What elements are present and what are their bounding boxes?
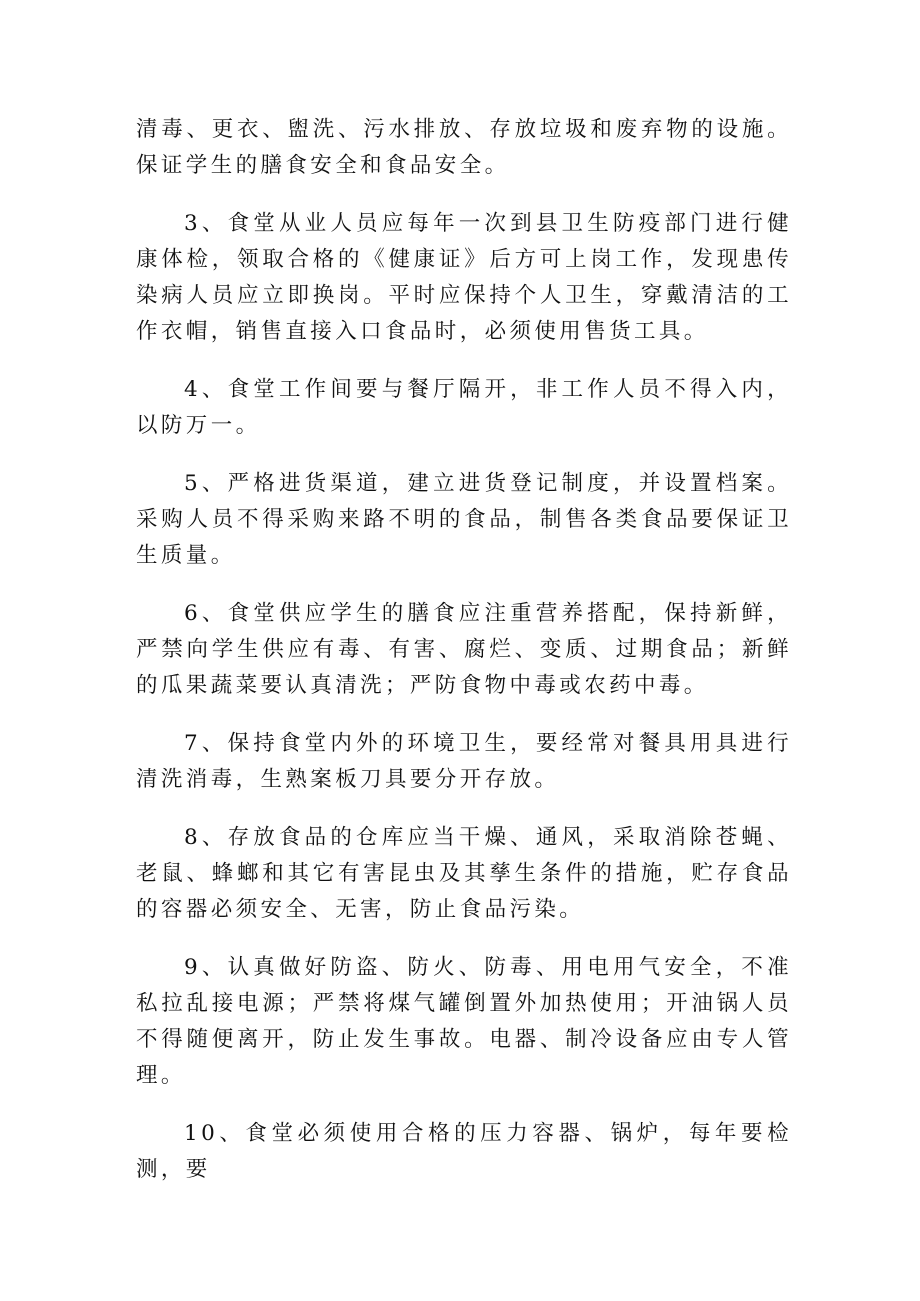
paragraph-item-7: 7、保持食堂内外的环境卫生，要经常对餐具用具进行清洗消毒，生熟案板刀具要分开存放。 — [136, 731, 792, 792]
paragraph-item-5: 5、严格进货渠道，建立进货登记制度，并设置档案。采购人员不得采购来路不明的食品，制售各类食品要保证卫生质量。 — [136, 471, 792, 568]
paragraph-item-6: 6、食堂供应学生的膳食应注重营养搭配，保持新鲜，严禁向学生供应有毒、有害、腐烂、变质、过期食品；新鲜的瓜果蔬菜要认真清洗；严防食物中毒或农药中毒。 — [136, 601, 792, 698]
paragraph-item-9: 9、认真做好防盗、防火、防毒、用电用气安全，不准私拉乱接电源；严禁将煤气罐倒置外加热使用；开油锅人员不得随便离开，防止发生事故。电器、制冷设备应由专人管理。 — [136, 955, 792, 1088]
paragraph-item-3: 3、食堂从业人员应每年一次到县卫生防疫部门进行健康体检，领取合格的《健康证》后方可上岗工作，发现患传染病人员应立即换岗。平时应保持个人卫生，穿戴清洁的工作衣帽，销售直接入口食品时，必须使用售货工具。 — [136, 211, 792, 344]
document-page — [136, 112, 792, 1210]
paragraph-item-4: 4、食堂工作间要与餐厅隔开，非工作人员不得入内，以防万一。 — [136, 377, 792, 438]
paragraph-item-10: 10、食堂必须使用合格的压力容器、锅炉，每年要检测，要 — [136, 1121, 792, 1182]
paragraph-item-8: 8、存放食品的仓库应当干燥、通风，采取消除苍蝇、老鼠、蜂螂和其它有害昆虫及其孳生条件的措施，贮存食品的容器必须安全、无害，防止食品污染。 — [136, 825, 792, 922]
paragraph-continuation: 清毒、更衣、盥洗、污水排放、存放垃圾和废弃物的设施。保证学生的膳食安全和食品安全。 — [136, 117, 792, 178]
